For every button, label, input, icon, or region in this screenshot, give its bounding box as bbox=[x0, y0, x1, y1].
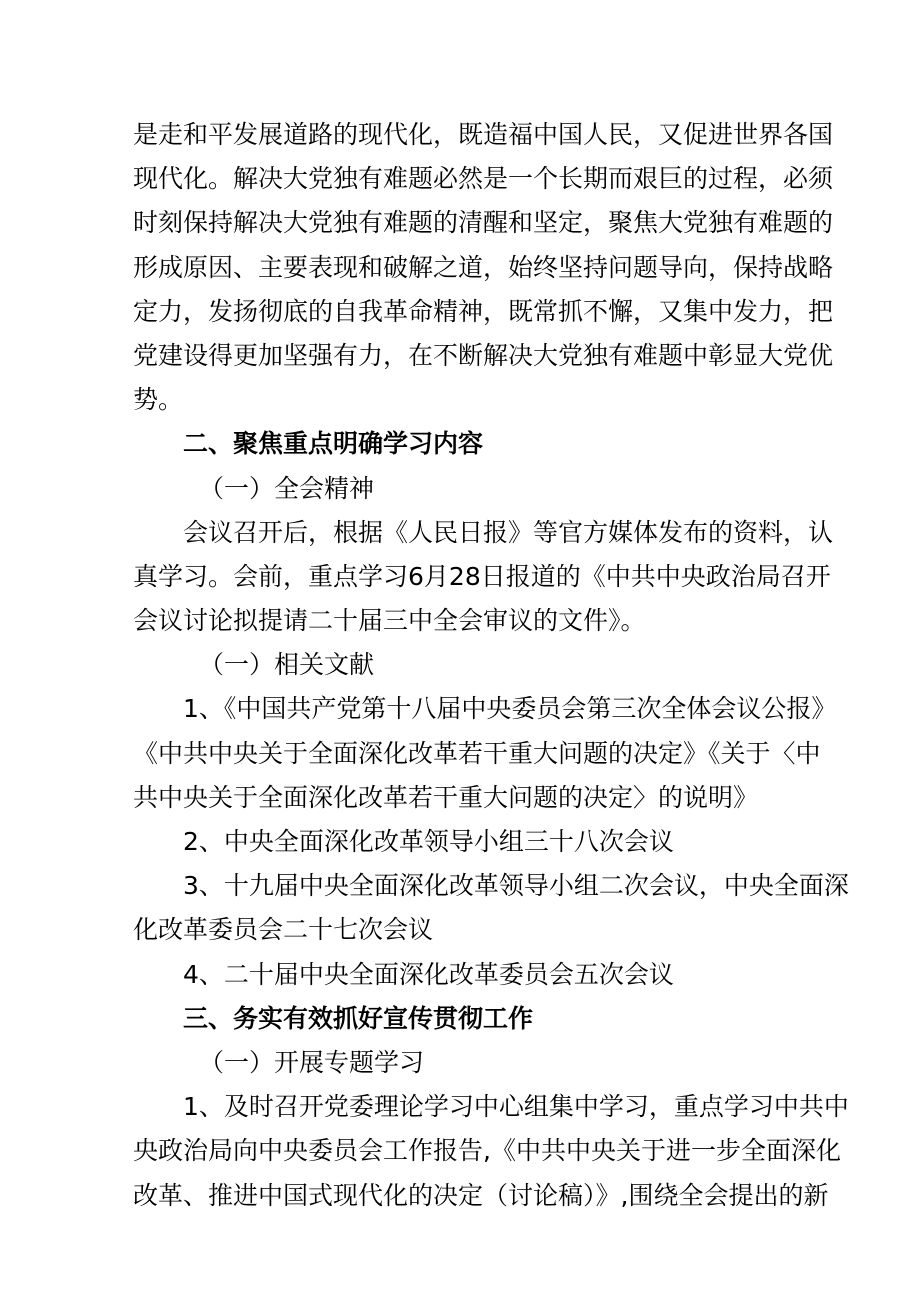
section-heading: 三、务实有效抓好宣传贯彻工作 bbox=[183, 1003, 534, 1033]
paragraph-start-line: 会议召开后，根据《人民日报》等官方媒体发布的资料，认 bbox=[183, 517, 834, 547]
paragraph-start-line: 3、十九届中央全面深化改革领导小组二次会议，中央全面深 bbox=[183, 871, 849, 901]
subsection-heading: （一）开展专题学习 bbox=[199, 1047, 425, 1077]
paragraph-start-line: 2、中央全面深化改革领导小组三十八次会议 bbox=[183, 827, 674, 856]
body-line: 势。 bbox=[133, 385, 184, 415]
body-line: 党建设得更加坚强有力，在不断解决大党独有难题中彰显大党优 bbox=[133, 340, 834, 370]
body-line: 会议讨论拟提请二十届三中全会审议的文件》。 bbox=[133, 606, 646, 636]
body-line: 真学习。会前，重点学习6月28日报道的《中共中央政治局召开 bbox=[133, 561, 831, 591]
subsection-heading: （一）相关文献 bbox=[199, 650, 375, 680]
body-line: 化改革委员会二十七次会议 bbox=[133, 915, 434, 945]
paragraph-start-line: 1、及时召开党委理论学习中心组集中学习，重点学习中共中 bbox=[183, 1092, 849, 1122]
body-line: 改革、推进中国式现代化的决定（讨论稿）》,围绕全会提出的新 bbox=[133, 1180, 829, 1210]
body-line: 央政治局向中央委员会工作报告,《中共中央关于进一步全面深化 bbox=[133, 1136, 841, 1166]
body-line: 现代化。解决大党独有难题必然是一个长期而艰巨的过程，必须 bbox=[133, 164, 834, 194]
body-line: 共中央关于全面深化改革若干重大问题的决定〉的说明》 bbox=[133, 782, 759, 812]
subsection-heading: （一）全会精神 bbox=[199, 473, 375, 503]
body-line: 时刻保持解决大党独有难题的清醒和坚定，聚焦大党独有难题的 bbox=[133, 208, 834, 238]
body-line: 是走和平发展道路的现代化，既造福中国人民，又促进世界各国 bbox=[133, 120, 834, 149]
paragraph-start-line: 1、《中国共产党第十八届中央委员会第三次全体会议公报》 bbox=[183, 694, 837, 724]
body-line: 形成原因、主要表现和破解之道，始终坚持问题导向，保持战略 bbox=[133, 252, 834, 282]
section-heading: 二、聚焦重点明确学习内容 bbox=[183, 429, 484, 459]
body-line: 《中共中央关于全面深化改革若干重大问题的决定》《关于〈中 bbox=[133, 738, 821, 768]
paragraph-start-line: 4、二十届中央全面深化改革委员会五次会议 bbox=[183, 959, 674, 989]
body-line: 定力，发扬彻底的自我革命精神，既常抓不懈，又集中发力，把 bbox=[133, 296, 834, 326]
